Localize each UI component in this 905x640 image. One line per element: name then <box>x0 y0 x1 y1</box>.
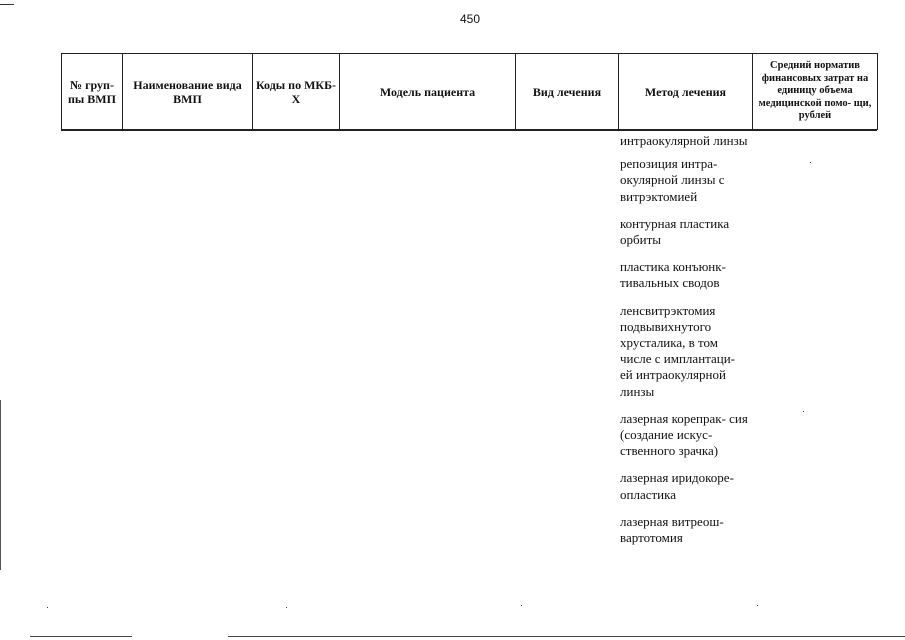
treatment-method-list <box>620 133 750 557</box>
method-item: репозиция интра- окулярной линзы с витрэктомией <box>620 156 725 204</box>
header-group-number: № груп- пы ВМП <box>62 54 123 130</box>
footer-line <box>30 636 132 637</box>
method-item: лазерная корепрак- сия (создание искус- ственного зрачка) <box>620 410 748 459</box>
corner-mark <box>0 4 14 5</box>
method-item: контурная пластика орбиты <box>620 215 730 248</box>
header-patient-model: Модель пациента <box>340 54 516 130</box>
scan-speck <box>286 607 287 608</box>
header-treatment-type: Вид лечения <box>516 54 619 130</box>
scan-speck <box>47 607 48 608</box>
method-item: интраокулярной линзы <box>620 133 748 148</box>
scan-speck <box>803 411 804 412</box>
table-header <box>61 53 878 130</box>
method-item: ленсвитрэктомия подвывихнутого хрусталика, в том числе с имплантаци- ей интраокулярной линзы <box>620 302 736 399</box>
method-item: пластика конъюнк- тивальных сводов <box>620 259 726 291</box>
header-vmp-name: Наименование вида ВМП <box>123 54 253 130</box>
scan-speck <box>757 605 758 606</box>
scan-speck <box>810 162 811 163</box>
header-average-cost: Средний норматив финансовых затрат на единицу объема медицинской помо- щи, рублей <box>753 54 878 130</box>
page-edge-line <box>0 400 1 570</box>
header-treatment-method: Метод лечения <box>619 54 753 130</box>
method-item: лазерная иридокоре- опластика <box>620 470 734 502</box>
footer-line <box>228 636 905 637</box>
scan-speck <box>521 605 522 606</box>
method-item: лазерная витреош- вартотомия <box>620 513 724 546</box>
page-number: 450 <box>459 12 481 26</box>
header-icd-codes: Коды по МКБ-X <box>253 54 340 130</box>
table-body-top-rule <box>61 130 877 131</box>
